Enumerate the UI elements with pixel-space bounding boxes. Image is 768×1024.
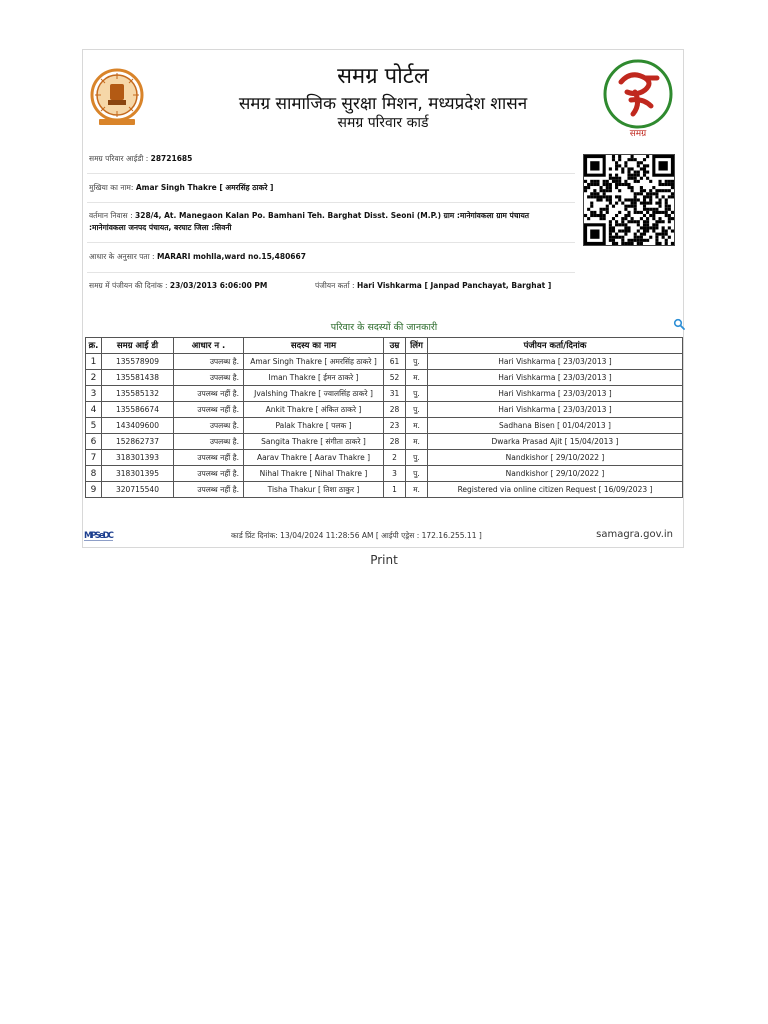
- table-row: [86, 354, 683, 370]
- divider: [87, 242, 575, 243]
- aadhaar-address-value: MARARI mohlla,ward no.15,480667: [156, 252, 306, 261]
- aadhaar-cell: उपलब्ध नहीं है.: [174, 466, 244, 482]
- aadhaar-address-label: आधार के अनुसार पता :: [89, 252, 157, 261]
- gender-cell: म.: [406, 418, 428, 434]
- divider: [87, 173, 575, 174]
- family-id-value: 28721685: [150, 154, 193, 163]
- head-of-family-field: [89, 183, 273, 193]
- table-row: [86, 450, 683, 466]
- registrar-label: पंजीयन कर्ता :: [315, 281, 357, 290]
- family-id-label: समग्र परिवार आईडी :: [89, 154, 151, 163]
- registrar-date-cell: Nandkishor [ 29/10/2022 ]: [428, 466, 683, 482]
- age-cell: 28: [384, 402, 406, 418]
- aadhaar-cell: उपलब्ध है.: [174, 370, 244, 386]
- serial-cell: 5: [86, 418, 102, 434]
- registrar-date-cell: Hari Vishkarma [ 23/03/2013 ]: [428, 370, 683, 386]
- members-table: [85, 337, 683, 498]
- samagra-family-card: [82, 49, 684, 548]
- samagra-logo: [601, 56, 675, 142]
- table-row: [86, 434, 683, 450]
- gender-cell: पु.: [406, 466, 428, 482]
- col-header-aadhaar: आधार न .: [174, 338, 244, 354]
- age-cell: 1: [384, 482, 406, 498]
- aadhaar-cell: उपलब्ध है.: [174, 434, 244, 450]
- card-print-info: कार्ड प्रिंट दिनांक: 13/04/2024 11:28:56 AM [ आईपी एड्रेस : 172.16.255.11 ]: [231, 531, 482, 540]
- table-row: [86, 418, 683, 434]
- member-name-cell: Amar Singh Thakre [ अमरसिंह ठाकरे ]: [244, 354, 384, 370]
- site-url: samagra.gov.in: [596, 529, 673, 540]
- members-section-title: परिवार के सदस्यों की जानकारी: [330, 322, 438, 333]
- col-header-serial: क्र.: [86, 338, 102, 354]
- divider: [87, 202, 575, 203]
- aadhaar-cell: उपलब्ध नहीं है.: [174, 482, 244, 498]
- current-address-field: [89, 210, 559, 234]
- table-row: [86, 370, 683, 386]
- gender-cell: पु.: [406, 354, 428, 370]
- serial-cell: 4: [86, 402, 102, 418]
- registrar-date-cell: Hari Vishkarma [ 23/03/2013 ]: [428, 386, 683, 402]
- table-row: [86, 386, 683, 402]
- samagra-id-cell: 320715540: [102, 482, 174, 498]
- registration-date-value: 23/03/2013 6:06:00 PM: [169, 281, 268, 290]
- gender-cell: पु.: [406, 386, 428, 402]
- col-header-registrar-date: पंजीयन कर्ता/दिनांक: [428, 338, 683, 354]
- age-cell: 28: [384, 434, 406, 450]
- member-name-cell: Palak Thakre [ पलक ]: [244, 418, 384, 434]
- registration-date-field: [89, 281, 267, 291]
- member-name-cell: Iman Thakre [ ईमन ठाकरे ]: [244, 370, 384, 386]
- member-name-cell: Aarav Thakre [ Aarav Thakre ]: [244, 450, 384, 466]
- address-value: 328/4, At. Manegaon Kalan Po. Bamhani Teh. Barghat Disst. Seoni (M.P.) ग्राम :मानेगांवकला ग्राम पंचायत :मानेगांवकला जनपद पंचायत, बरघाट जिला :सिवनी: [89, 211, 530, 232]
- registration-date-label: समग्र में पंजीयन की दिनांक :: [89, 281, 170, 290]
- age-cell: 52: [384, 370, 406, 386]
- registrar-date-cell: Dwarka Prasad Ajit [ 15/04/2013 ]: [428, 434, 683, 450]
- aadhaar-cell: उपलब्ध नहीं है.: [174, 450, 244, 466]
- portal-title: समग्र पोर्टल: [337, 64, 429, 89]
- table-row: [86, 466, 683, 482]
- table-row: [86, 482, 683, 498]
- gender-cell: म.: [406, 482, 428, 498]
- samagra-id-cell: 135581438: [102, 370, 174, 386]
- serial-cell: 7: [86, 450, 102, 466]
- serial-cell: 2: [86, 370, 102, 386]
- member-name-cell: Sangita Thakre [ संगीता ठाकरे ]: [244, 434, 384, 450]
- member-name-cell: Tisha Thakur [ तिशा ठाकुर ]: [244, 482, 384, 498]
- age-cell: 3: [384, 466, 406, 482]
- gender-cell: म.: [406, 434, 428, 450]
- member-name-cell: Ankit Thakre [ अंकित ठाकरे ]: [244, 402, 384, 418]
- member-name-cell: Nihal Thakre [ Nihal Thakre ]: [244, 466, 384, 482]
- age-cell: 31: [384, 386, 406, 402]
- serial-cell: 8: [86, 466, 102, 482]
- col-header-gender: लिंग: [406, 338, 428, 354]
- serial-cell: 6: [86, 434, 102, 450]
- age-cell: 61: [384, 354, 406, 370]
- registrar-date-cell: Registered via online citizen Request [ 16/09/2023 ]: [428, 482, 683, 498]
- aadhaar-cell: उपलब्ध नहीं है.: [174, 402, 244, 418]
- print-button[interactable]: Print: [370, 553, 398, 567]
- aadhaar-cell: उपलब्ध है.: [174, 354, 244, 370]
- head-value: Amar Singh Thakre [ अमरसिंह ठाकरे ]: [135, 183, 274, 192]
- registrar-date-cell: Hari Vishkarma [ 23/03/2013 ]: [428, 402, 683, 418]
- mpsedc-logo-text: MPSeDC: [84, 531, 114, 541]
- samagra-logo-caption: समग्र: [629, 129, 647, 139]
- age-cell: 2: [384, 450, 406, 466]
- aadhaar-address-field: [89, 252, 306, 262]
- table-row: [86, 402, 683, 418]
- family-id-field: [89, 154, 192, 164]
- col-header-samagra-id: समग्र आई डी: [102, 338, 174, 354]
- samagra-id-cell: 318301393: [102, 450, 174, 466]
- serial-cell: 3: [86, 386, 102, 402]
- member-name-cell: Jvalshing Thakre [ ज्वालसिंह ठाकरे ]: [244, 386, 384, 402]
- search-icon[interactable]: [673, 318, 685, 330]
- print-action: [0, 553, 768, 567]
- members-header-row: [86, 338, 683, 354]
- qr-code: [583, 154, 675, 246]
- gender-cell: पु.: [406, 450, 428, 466]
- samagra-id-cell: 152862737: [102, 434, 174, 450]
- mission-title: समग्र सामाजिक सुरक्षा मिशन, मध्यप्रदेश शासन: [238, 94, 528, 114]
- registrar-date-cell: Sadhana Bisen [ 01/04/2013 ]: [428, 418, 683, 434]
- samagra-id-cell: 135585132: [102, 386, 174, 402]
- serial-cell: 1: [86, 354, 102, 370]
- age-cell: 23: [384, 418, 406, 434]
- col-header-age: उम्र: [384, 338, 406, 354]
- samagra-id-cell: 143409600: [102, 418, 174, 434]
- mpsedc-logo: [83, 528, 115, 542]
- samagra-id-cell: 135578909: [102, 354, 174, 370]
- samagra-id-cell: 318301395: [102, 466, 174, 482]
- registrar-field: [315, 281, 551, 291]
- registrar-date-cell: Nandkishor [ 29/10/2022 ]: [428, 450, 683, 466]
- col-header-member-name: सदस्य का नाम: [244, 338, 384, 354]
- samagra-id-cell: 135586674: [102, 402, 174, 418]
- registrar-value: Hari Vishkarma [ Janpad Panchayat, Barghat ]: [356, 281, 552, 290]
- divider: [87, 272, 575, 273]
- registrar-date-cell: Hari Vishkarma [ 23/03/2013 ]: [428, 354, 683, 370]
- card-title: समग्र परिवार कार्ड: [337, 115, 429, 131]
- head-label: मुखिया का नाम:: [89, 183, 136, 192]
- aadhaar-cell: उपलब्ध नहीं है.: [174, 386, 244, 402]
- address-label: वर्तमान निवास :: [89, 211, 136, 220]
- gender-cell: म.: [406, 370, 428, 386]
- aadhaar-cell: उपलब्ध है.: [174, 418, 244, 434]
- gender-cell: पु.: [406, 402, 428, 418]
- serial-cell: 9: [86, 482, 102, 498]
